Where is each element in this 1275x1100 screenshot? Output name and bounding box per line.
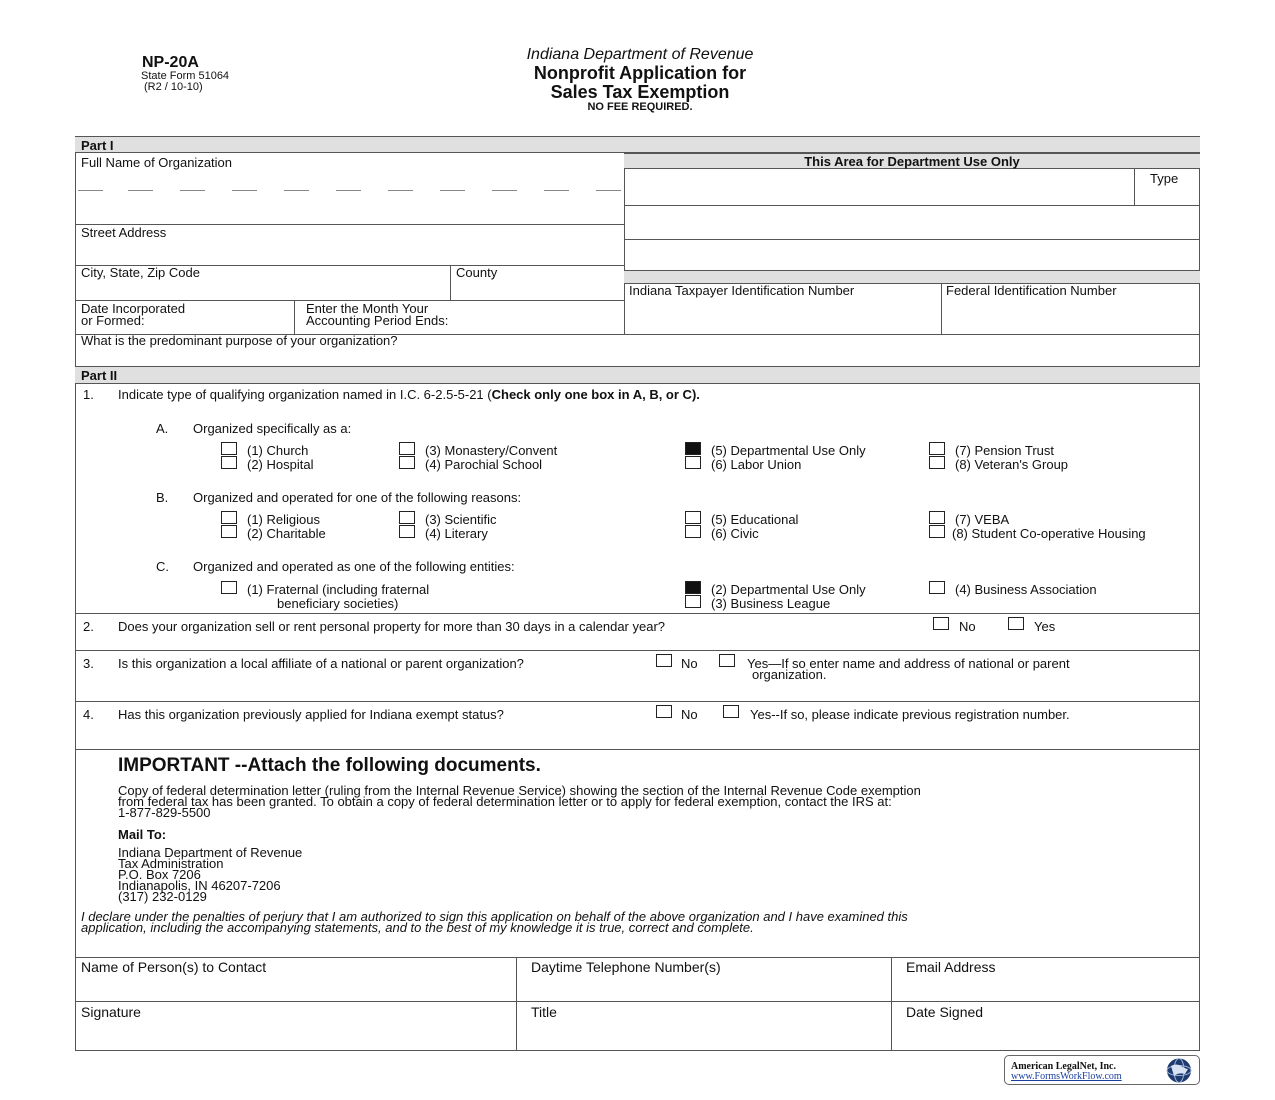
important-para-line1: Copy of federal determination letter (ruling from the Internal Revenue Service) showing the section of the Internal Revenue Code exemption bbox=[118, 783, 921, 798]
frame-left bbox=[75, 136, 76, 1051]
checkbox-b5-educational[interactable] bbox=[685, 511, 701, 524]
mail-to-label: Mail To: bbox=[118, 827, 167, 842]
form-title-line2: Sales Tax Exemption bbox=[550, 82, 730, 102]
sig-divider-2 bbox=[891, 957, 892, 1050]
date-incorporated-label-1: Date Incorporated bbox=[81, 301, 186, 316]
revision-code: (R2 / 10-10) bbox=[144, 81, 203, 93]
street-address-label: Street Address bbox=[81, 225, 167, 240]
checkbox-a6-labor-union[interactable] bbox=[685, 456, 701, 469]
part1-heading: Part I bbox=[81, 138, 114, 153]
option-b8-label: (8) Student Co-operative Housing bbox=[952, 526, 1146, 541]
rule-before-q3 bbox=[75, 650, 1200, 651]
option-c4-label: (4) Business Association bbox=[955, 582, 1097, 597]
option-c1-label-line1: (1) Fraternal (including fraternal bbox=[247, 582, 430, 597]
mail-address-line4: Indianapolis, IN 46207-7206 bbox=[118, 878, 281, 893]
q4-text: Has this organization previously applied for Indiana exempt status? bbox=[118, 707, 504, 722]
q4-yes-label: Yes--If so, please indicate previous registration number. bbox=[750, 707, 1070, 722]
city-state-zip-label: City, State, Zip Code bbox=[81, 265, 200, 280]
type-label: Type bbox=[1150, 171, 1179, 186]
id-divider bbox=[941, 284, 942, 334]
sig-divider-1 bbox=[516, 957, 517, 1050]
option-b6-label: (6) Civic bbox=[711, 526, 759, 541]
option-b2-label: (2) Charitable bbox=[247, 526, 326, 541]
option-b4-label: (4) Literary bbox=[425, 526, 488, 541]
important-heading: IMPORTANT --Attach the following documents. bbox=[118, 755, 541, 776]
option-b1-label: (1) Religious bbox=[247, 512, 320, 527]
option-c1-label-line2: beneficiary societies) bbox=[277, 596, 399, 611]
rule-before-q2 bbox=[75, 613, 1200, 614]
part1-center-divider bbox=[624, 153, 625, 334]
mail-address-line1: Indiana Department of Revenue bbox=[118, 845, 303, 860]
checkbox-a2-hospital[interactable] bbox=[221, 456, 237, 469]
frame-bottom bbox=[75, 1050, 1200, 1051]
checkbox-c3-business-league[interactable] bbox=[685, 595, 701, 608]
mail-address-line3: P.O. Box 7206 bbox=[118, 867, 201, 882]
checkbox-b1-religious[interactable] bbox=[221, 511, 237, 524]
dept-rule-1 bbox=[624, 205, 1200, 206]
form-number: NP-20A bbox=[142, 54, 199, 71]
checkbox-a1-church[interactable] bbox=[221, 442, 237, 455]
q3-yes-label-line1: Yes—If so enter name and address of national or parent bbox=[747, 656, 1070, 671]
dept-use-heading: This Area for Department Use Only bbox=[804, 154, 1020, 169]
checkbox-b4-literary[interactable] bbox=[399, 525, 415, 538]
option-b5-label: (5) Educational bbox=[711, 512, 799, 527]
accounting-month-label-1: Enter the Month Your bbox=[306, 301, 429, 316]
checkbox-b8-student-housing[interactable] bbox=[929, 525, 945, 538]
part1-header-band bbox=[75, 136, 1200, 153]
checkbox-a4-parochial[interactable] bbox=[399, 456, 415, 469]
checkbox-q2-no[interactable] bbox=[933, 617, 949, 630]
section-c-letter: C. bbox=[156, 559, 169, 574]
checkbox-b3-scientific[interactable] bbox=[399, 511, 415, 524]
checkbox-q2-yes[interactable] bbox=[1008, 617, 1024, 630]
checkbox-q4-no[interactable] bbox=[656, 705, 672, 718]
q1-text: Indicate type of qualifying organization named in I.C. 6-2.5-5-21 (Check only one box in A, B, or C). bbox=[118, 387, 700, 402]
checkbox-c2-dept-use bbox=[685, 581, 701, 594]
q4-no-label: No bbox=[681, 707, 698, 722]
section-c-title: Organized and operated as one of the following entities: bbox=[193, 559, 515, 574]
date-divider bbox=[294, 300, 295, 334]
q3-number: 3. bbox=[83, 656, 94, 671]
option-a7-label: (7) Pension Trust bbox=[955, 443, 1054, 458]
irs-phone: 1-877-829-5500 bbox=[118, 805, 211, 820]
agency-name: Indiana Department of Revenue bbox=[526, 46, 754, 63]
option-c2-label: (2) Departmental Use Only bbox=[711, 582, 866, 597]
q3-yes-label-line2: organization. bbox=[752, 667, 827, 682]
declaration-line1: I declare under the penalties of perjury that I am authorized to sign this application on behalf of the above organization and I have examined this bbox=[81, 909, 908, 924]
q2-no-label: No bbox=[959, 619, 976, 634]
signature-label: Signature bbox=[81, 1004, 141, 1020]
checkbox-a8-veteran[interactable] bbox=[929, 456, 945, 469]
badge-company: American LegalNet, Inc. bbox=[1011, 1061, 1116, 1072]
accounting-month-label-2: Accounting Period Ends: bbox=[306, 313, 449, 328]
section-b-title: Organized and operated for one of the following reasons: bbox=[193, 490, 522, 505]
option-c3-label: (3) Business League bbox=[711, 596, 831, 611]
checkbox-c1-fraternal[interactable] bbox=[221, 581, 237, 594]
county-divider bbox=[450, 265, 451, 300]
q3-text: Is this organization a local affiliate of a national or parent organization? bbox=[118, 656, 524, 671]
email-label: Email Address bbox=[906, 959, 996, 975]
declaration-line2: application, including the accompanying statements, and to the best of my knowledge it is true, correct and complete. bbox=[81, 920, 754, 935]
checkbox-b2-charitable[interactable] bbox=[221, 525, 237, 538]
purpose-label: What is the predominant purpose of your organization? bbox=[81, 333, 398, 348]
part2-heading: Part II bbox=[81, 368, 118, 383]
section-b-letter: B. bbox=[156, 490, 169, 505]
rule-before-q4 bbox=[75, 701, 1200, 702]
federal-id-label: Federal Identification Number bbox=[946, 283, 1117, 298]
q2-number: 2. bbox=[83, 619, 94, 634]
rule-before-signature bbox=[75, 1001, 1200, 1002]
option-b3-label: (3) Scientific bbox=[425, 512, 497, 527]
option-a4-label: (4) Parochial School bbox=[425, 457, 543, 472]
option-b7-label: (7) VEBA bbox=[955, 512, 1010, 527]
rule-before-important bbox=[75, 749, 1200, 750]
important-para-line2: from federal tax has been granted. To obtain a copy of federal determination letter or to apply for federal exemption, contact the IRS at: bbox=[118, 794, 892, 809]
checkbox-a5-dept-use bbox=[685, 442, 701, 455]
q4-number: 4. bbox=[83, 707, 94, 722]
option-a8-label: (8) Veteran's Group bbox=[955, 457, 1069, 472]
option-a6-label: (6) Labor Union bbox=[711, 457, 802, 472]
fee-note: NO FEE REQUIRED. bbox=[587, 101, 693, 113]
checkbox-q3-yes[interactable] bbox=[719, 654, 735, 667]
form-title-line1: Nonprofit Application for bbox=[533, 63, 747, 83]
q1-number: 1. bbox=[83, 387, 94, 402]
phone-label: Daytime Telephone Number(s) bbox=[531, 959, 721, 975]
option-a1-label: (1) Church bbox=[247, 443, 309, 458]
title-label: Title bbox=[531, 1004, 557, 1020]
dept-rule-2 bbox=[624, 239, 1200, 240]
type-divider bbox=[1134, 169, 1135, 205]
full-name-label: Full Name of Organization bbox=[81, 155, 233, 170]
mail-address-line5: (317) 232-0129 bbox=[118, 889, 207, 904]
date-signed-label: Date Signed bbox=[906, 1004, 984, 1020]
checkbox-q3-no[interactable] bbox=[656, 654, 672, 667]
globe-icon bbox=[1161, 1057, 1197, 1084]
checkbox-b6-civic[interactable] bbox=[685, 525, 701, 538]
checkbox-c4-business-association[interactable] bbox=[929, 581, 945, 594]
checkbox-a3-monastery[interactable] bbox=[399, 442, 415, 455]
checkbox-a7-pension[interactable] bbox=[929, 442, 945, 455]
legalnet-badge[interactable] bbox=[1004, 1055, 1200, 1085]
q2-yes-label: Yes bbox=[1034, 619, 1056, 634]
state-form-number: State Form 51064 bbox=[141, 70, 230, 82]
option-a3-label: (3) Monastery/Convent bbox=[425, 443, 558, 458]
badge-url-link[interactable]: www.FormsWorkFlow.com bbox=[1011, 1071, 1122, 1082]
option-a5-label: (5) Departmental Use Only bbox=[711, 443, 866, 458]
checkbox-q4-yes[interactable] bbox=[723, 705, 739, 718]
mail-address-line2: Tax Administration bbox=[118, 856, 224, 871]
q3-no-label: No bbox=[681, 656, 698, 671]
county-label: County bbox=[456, 265, 498, 280]
q2-text: Does your organization sell or rent personal property for more than 30 days in a calendar year? bbox=[118, 619, 666, 634]
date-incorporated-label-2: or Formed: bbox=[81, 313, 145, 328]
section-a-letter: A. bbox=[156, 421, 169, 436]
checkbox-b7-veba[interactable] bbox=[929, 511, 945, 524]
contact-name-label: Name of Person(s) to Contact bbox=[81, 959, 267, 975]
rule-before-contact bbox=[75, 957, 1200, 958]
taxpayer-id-label: Indiana Taxpayer Identification Number bbox=[629, 283, 855, 298]
part2-header-band bbox=[75, 366, 1200, 384]
section-a-title: Organized specifically as a: bbox=[193, 421, 352, 436]
option-a2-label: (2) Hospital bbox=[247, 457, 314, 472]
dept-bottom-band bbox=[624, 270, 1200, 284]
